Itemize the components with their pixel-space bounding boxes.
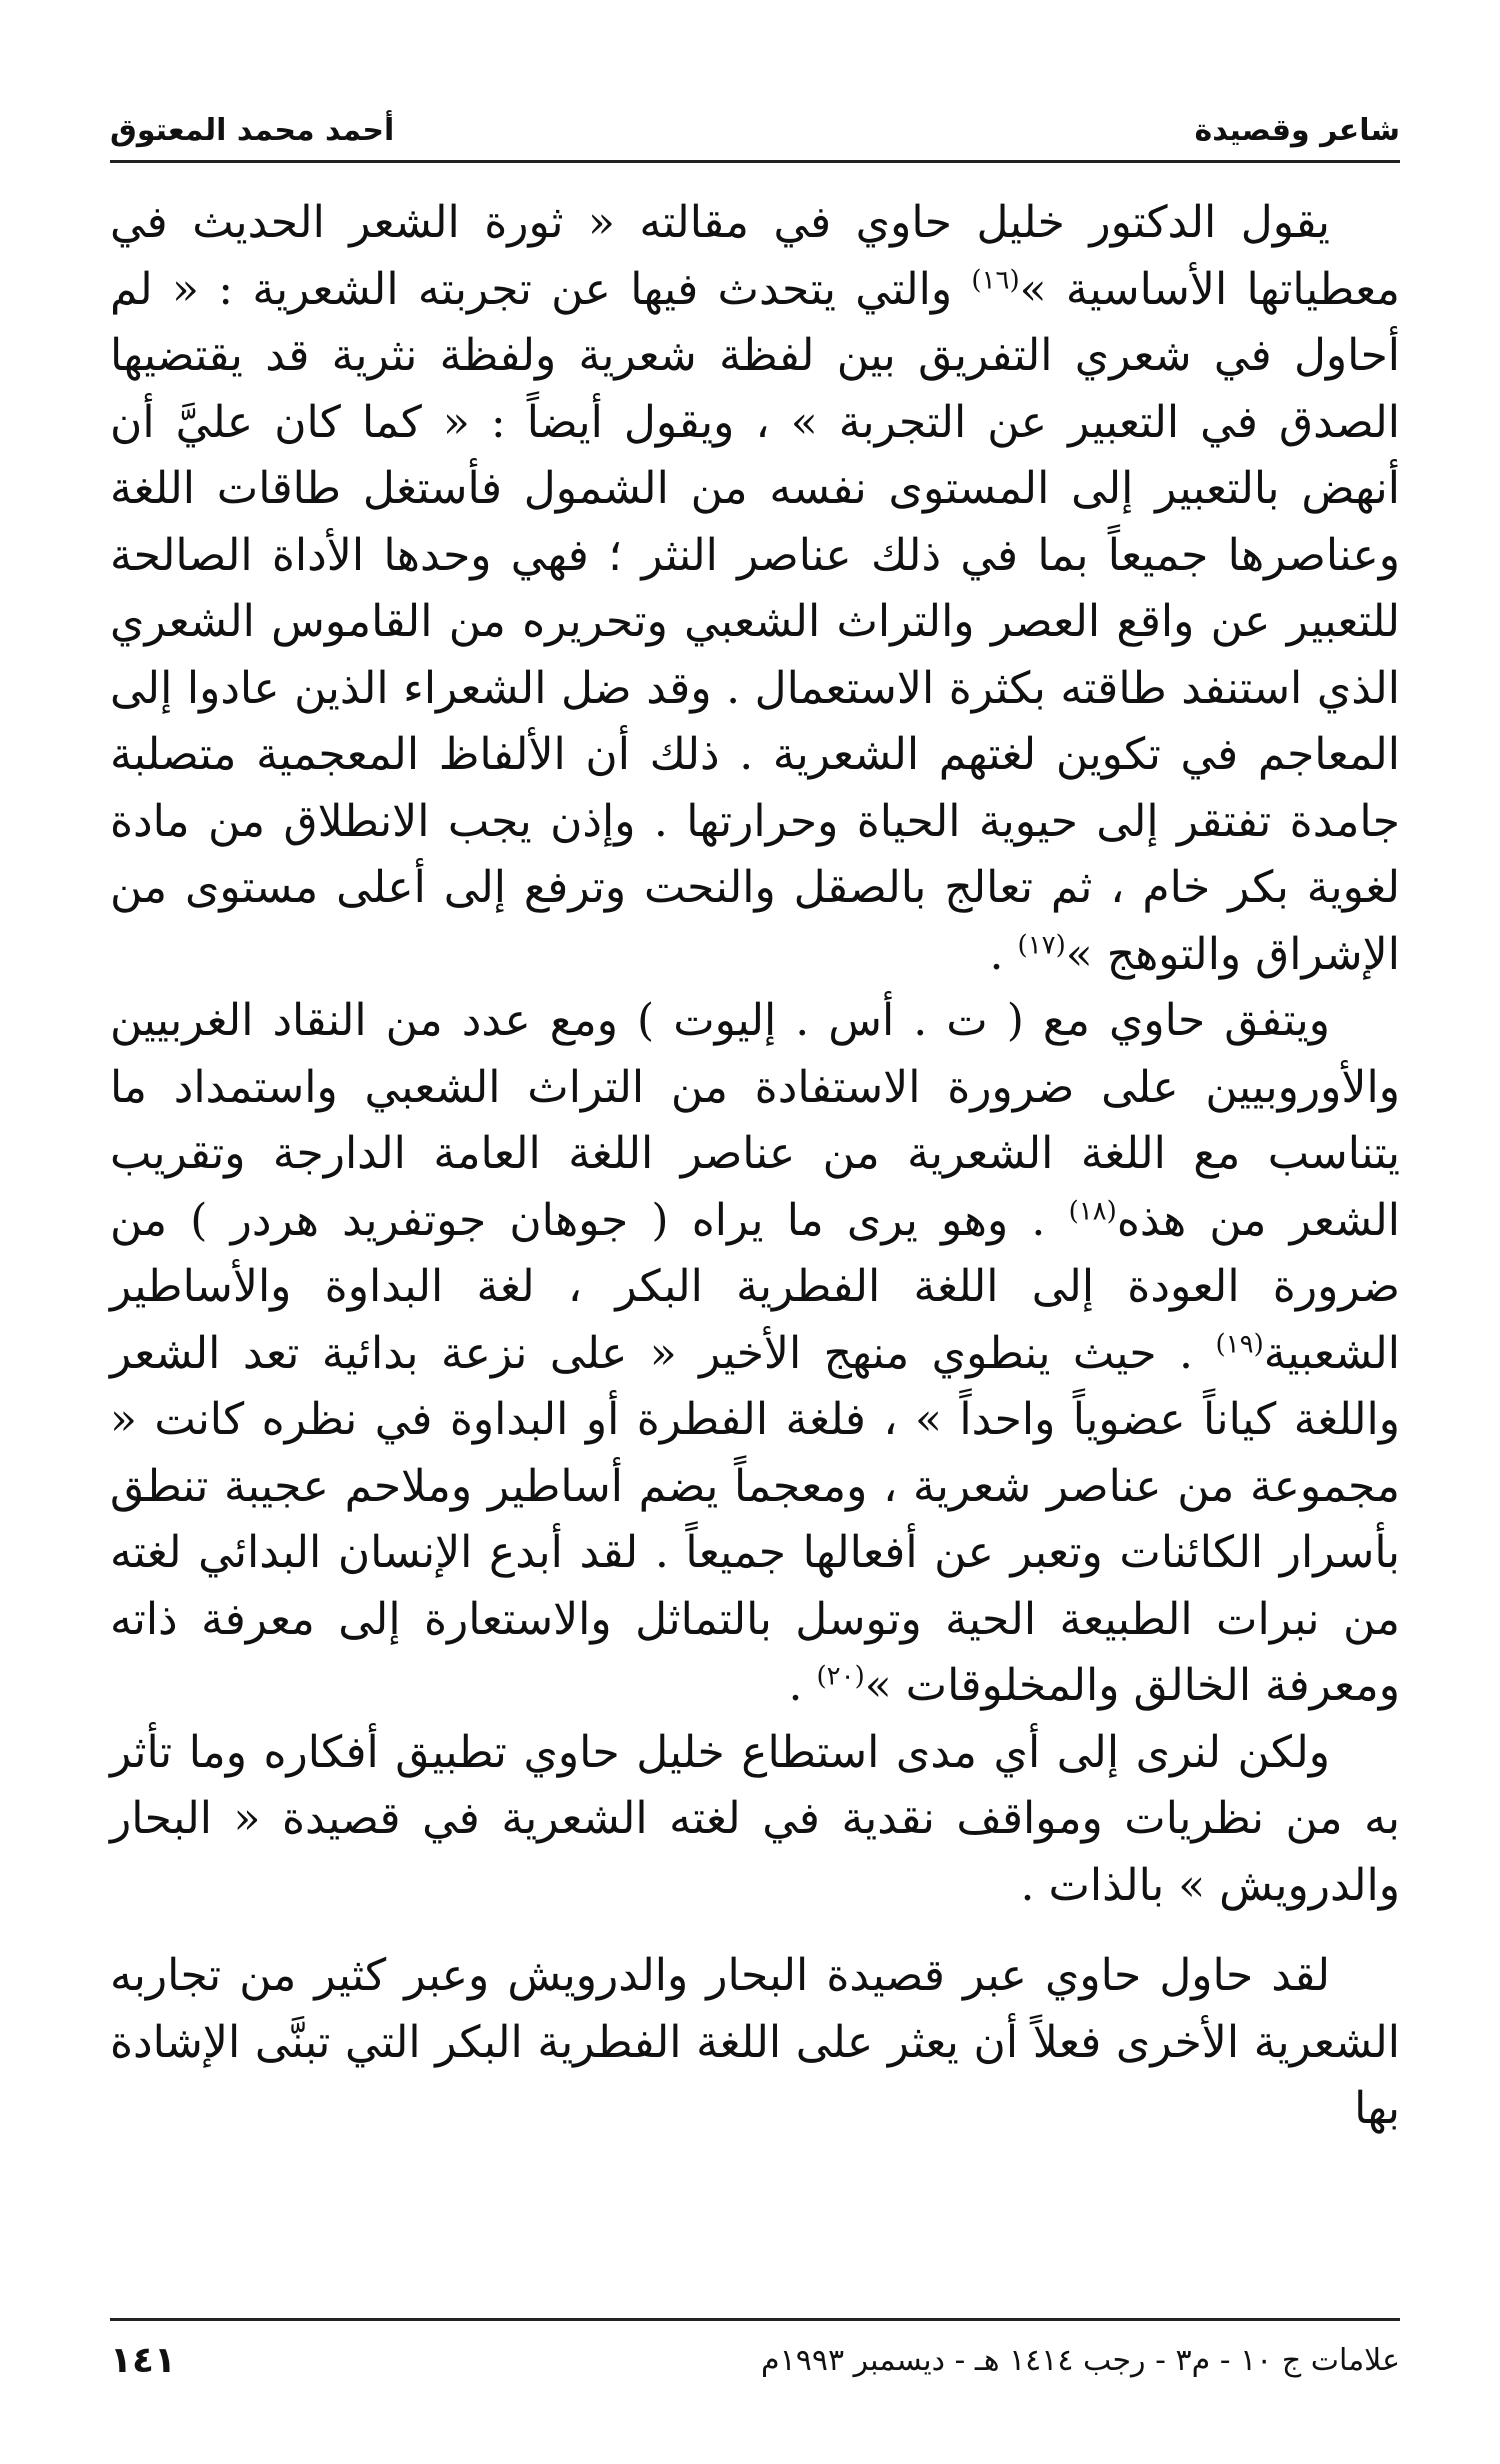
paragraph-2 <box>110 988 1400 1720</box>
paragraph-2-text-a: ويتفق حاوي مع ( ت . أس . إليوت ) ومع عدد من النقاد الغربيين والأوروبيين على ضرورة الاستفادة من التراث الشعبي واستمداد ما يتناسب مع اللغة الشعرية من عناصر اللغة العامة الدارجة وتقريب الشعر من هذه <box>110 995 1400 1246</box>
header-divider <box>110 160 1400 163</box>
author-name: أحمد محمد المعتوق <box>110 113 395 148</box>
footnote-ref-16: (١٦) <box>971 264 1020 295</box>
paragraph-2-text-b: . وهو يرى ما يراه ( جوهان جوتفريد هردر ) من ضرورة العودة إلى اللغة الفطرية البكر ، لغة البداوة والأساطير الشعبية <box>110 1194 1400 1379</box>
paragraph-1-text-c: . <box>989 928 1018 980</box>
paragraph-1 <box>110 190 1400 988</box>
paragraph-1-text-a: يقول الدكتور خليل حاوي في مقالته « ثورة الشعر الحديث في معطياتها الأساسية » <box>110 197 1401 315</box>
running-header <box>110 88 1400 148</box>
paragraph-4: لقد حاول حاوي عبر قصيدة البحار والدرويش وعبر كثير من تجاربه الشعرية الأخرى فعلاً أن يعثر على اللغة الفطرية البكر التي تبنَّى الإشادة بها <box>110 1950 1400 2134</box>
footnote-ref-19: (١٩) <box>1215 1328 1264 1359</box>
footnote-ref-20: (٢٠) <box>816 1661 865 1692</box>
footnote-ref-17: (١٧) <box>1017 929 1066 960</box>
paragraph-3: ولكن لنرى إلى أي مدى استطاع خليل حاوي تطبيق أفكاره وما تأثر به من نظريات ومواقف نقدية في لغته الشعرية في قصيدة « البحار والدرويش » بالذات . <box>110 1726 1400 1911</box>
page-number: ١٤١ <box>110 2339 176 2381</box>
running-footer <box>110 2330 1400 2390</box>
paragraph-2-text-c: . حيث ينطوي منهج الأخير « على نزعة بدائية تعد الشعر واللغة كياناً عضوياً واحداً » ، فلغة الفطرة أو البداوة في نظره كانت « مجموعة من عناصر شعرية ، ومعجماً يضم أساطير وملاحم عجيبة تنطق بأسرار الكائنات وتعبر عن أفعالها جميعاً . لقد أبدع الإنسان البدائي لغته من نبرات الطبيعة الحية وتوسل بالتماثل والاستعارة إلى معرفة ذاته ومعرفة الخالق والمخلوقات » <box>110 1327 1400 1711</box>
paragraph-2-text-d: . <box>788 1660 817 1711</box>
footnote-ref-18: (١٨) <box>1068 1195 1117 1226</box>
section-title: شاعر وقصيدة <box>1194 113 1400 148</box>
journal-info: علامات ج ١٠ - م٣ - رجب ١٤١٤ هـ - ديسمبر ١٩٩٣م <box>761 2342 1400 2378</box>
footer-divider <box>110 2318 1400 2321</box>
paragraph-1-text-b: والتي يتحدث فيها عن تجربته الشعرية : « لم أحاول في شعري التفريق بين لفظة شعرية ولفظة نثرية قد يقتضيها الصدق في التعبير عن التجربة » ، ويقول أيضاً : « كما كان عليَّ أن أنهض بالتعبير إلى المستوى نفسه من الشمول فأستغل طاقات اللغة وعناصرها جميعاً بما في ذلك عناصر النثر ؛ فهي وحدها الأداة الصالحة للتعبير عن واقع العصر والتراث الشعبي وتحريره من القاموس الشعري الذي استنفد طاقته بكثرة الاستعمال . وقد ضل الشعراء الذين عادوا إلى المعاجم في تكوين لغتهم الشعرية . ذلك أن الألفاظ المعجمية متصلبة جامدة تفتقر إلى حيوية الحياة وحرارتها . وإذن يجب الانطلاق من مادة لغوية بكر خام ، ثم تعالج بالصقل والنحت وترفع إلى أعلى مستوى من الإشراق والتوهج » <box>110 263 1400 980</box>
article-body <box>110 190 1400 2143</box>
